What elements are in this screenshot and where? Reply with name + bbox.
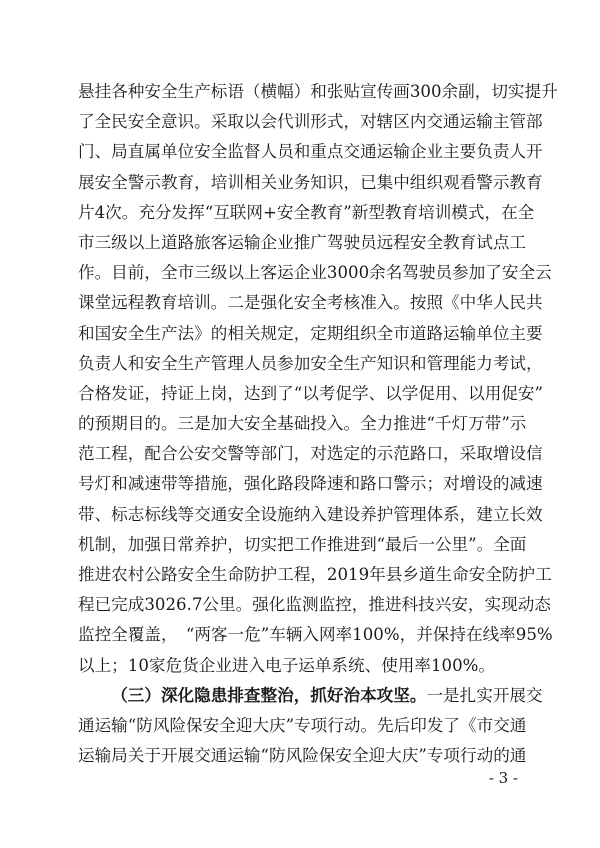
text-line: 运输局关于开展交通运输“防风险保安全迎大庆”专项行动的通 [78, 746, 527, 766]
text-line: 以上；10家危货企业进入电子运单系统、使用率100%。 [78, 655, 496, 675]
paragraph-2 [78, 681, 543, 772]
text-line: 悬挂各种安全生产标语（横幅）和张贴宣传画300余副，切实提升 [78, 82, 558, 101]
text-line: 市三级以上道路旅客运输企业推广驾驶员远程安全教育试点工 [78, 232, 527, 252]
text-line: 程已完成3026.7公里。强化监测监控，推进科技兴安，实现动态 [78, 595, 551, 615]
text-line: 作。目前，全市三级以上客运企业3000余名驾驶员参加了安全云 [78, 263, 552, 283]
text-line: 课堂远程教育培训。二是强化安全考核准入。按照《中华人民共 [78, 293, 543, 313]
text-line: 监控全覆盖， “两客一危”车辆入网率100%，并保持在线率95% [78, 625, 553, 645]
text-line: 和国安全生产法》的相关规定，定期组织全市道路运输单位主要 [78, 323, 543, 343]
text-line: 带、标志标线等交通安全设施纳入建设养护管理体系，建立长效 [78, 504, 543, 524]
text-line: 了全民安全意识。采取以会代训形式，对辖区内交通运输主管部 [78, 112, 543, 132]
text-line: 门、局直属单位安全监督人员和重点交通运输企业主要负责人开 [78, 142, 543, 162]
section-heading: （三）深化隐患排查整治，抓好治本攻坚。 [111, 685, 427, 705]
text-line: 合格发证，持证上岗，达到了“以考促学、以学促用、以用促安” [78, 383, 543, 403]
paragraph-2-first-line-text: 一是扎实开展交 [426, 685, 543, 705]
page-number: - 3 - [488, 769, 518, 787]
text-line: 负责人和安全生产管理人员参加安全生产知识和管理能力考试， [78, 353, 543, 373]
text-line: 通运输“防风险保安全迎大庆”专项行动。先后印发了《市交通 [78, 715, 527, 735]
text-line: 范工程，配合公安交警等部门，对选定的示范路口，采取增设信 [78, 444, 543, 464]
text-line: 机制，加强日常养护，切实把工作推进到“最后一公里”。全面 [78, 534, 527, 554]
text-line: 推进农村公路安全生命防护工程，2019年县乡道生命安全防护工 [78, 565, 552, 584]
text-line: 片4次。充分发挥“互联网+安全教育”新型教育培训模式，在全 [78, 202, 535, 222]
text-line: 号灯和减速带等措施，强化路段降速和路口警示；对增设的减速 [78, 474, 543, 494]
text-line: 展安全警示教育，培训相关业务知识，已集中组织观看警示教育 [78, 172, 543, 192]
text-line: 的预期目的。三是加大安全基础投入。全力推进“千灯万带”示 [78, 414, 527, 434]
paragraph-2-first-line [78, 681, 543, 711]
document-body [78, 77, 558, 771]
paragraph-2-lines [78, 711, 527, 771]
paragraph-1 [78, 77, 558, 681]
